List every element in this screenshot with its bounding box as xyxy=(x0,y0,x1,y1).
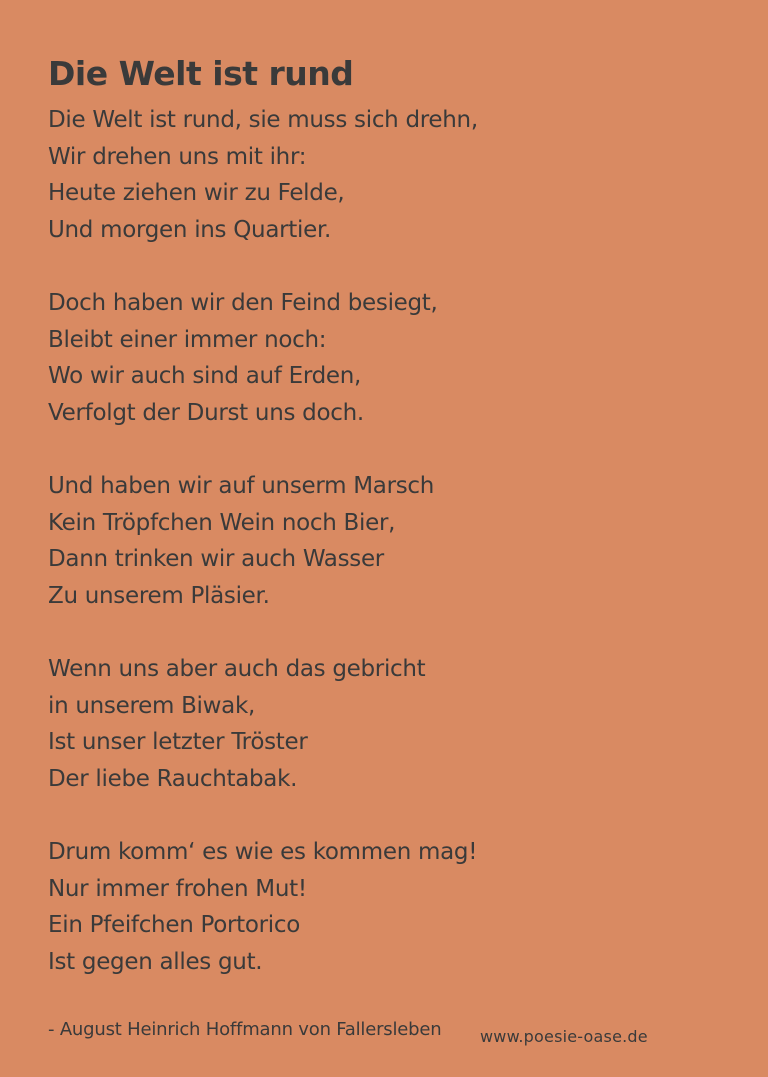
poem-line: Nur immer frohen Mut! xyxy=(48,875,307,902)
poem-line: Die Welt ist rund, sie muss sich drehn, xyxy=(48,107,478,133)
poem-line: Ist unser letzter Tröster xyxy=(48,729,308,755)
stanza-4 xyxy=(48,651,728,797)
poem-line: Ist gegen alles gut. xyxy=(48,948,263,975)
poem-line: Wenn uns aber auch das gebricht xyxy=(48,656,426,682)
poem-line: Bleibt einer immer noch: xyxy=(48,326,327,353)
poem-line: Verfolgt der Durst uns doch. xyxy=(48,399,364,426)
poem-line: Dann trinken wir auch Wasser xyxy=(48,546,384,572)
poem-line: Kein Tröpfchen Wein noch Bier, xyxy=(48,509,396,536)
poem-line: Und haben wir auf unserm Marsch xyxy=(48,473,435,499)
poem-line: Der liebe Rauchtabak. xyxy=(48,765,298,792)
poem-title: Die Welt ist rund xyxy=(48,54,354,93)
poem-line: Drum komm‘ es wie es kommen mag! xyxy=(48,839,478,865)
poem-line: Und morgen ins Quartier. xyxy=(48,216,331,243)
poem-author: - August Heinrich Hoffmann von Fallersleben xyxy=(48,1019,442,1040)
website-watermark: www.poesie-oase.de xyxy=(480,1027,648,1046)
poem-card xyxy=(48,52,728,1043)
poem-line: Wo wir auch sind auf Erden, xyxy=(48,363,362,389)
poem-line: in unserem Biwak, xyxy=(48,692,255,719)
poem-line: Doch haben wir den Feind besiegt, xyxy=(48,290,438,316)
stanza-1 xyxy=(48,102,728,248)
stanza-5 xyxy=(48,834,728,980)
poem-line: Heute ziehen wir zu Felde, xyxy=(48,180,345,206)
stanza-3 xyxy=(48,468,728,614)
stanza-2 xyxy=(48,285,728,431)
poem-line: Zu unserem Pläsier. xyxy=(48,582,270,609)
poem-line: Ein Pfeifchen Portorico xyxy=(48,912,301,938)
poem-line: Wir drehen uns mit ihr: xyxy=(48,143,307,170)
